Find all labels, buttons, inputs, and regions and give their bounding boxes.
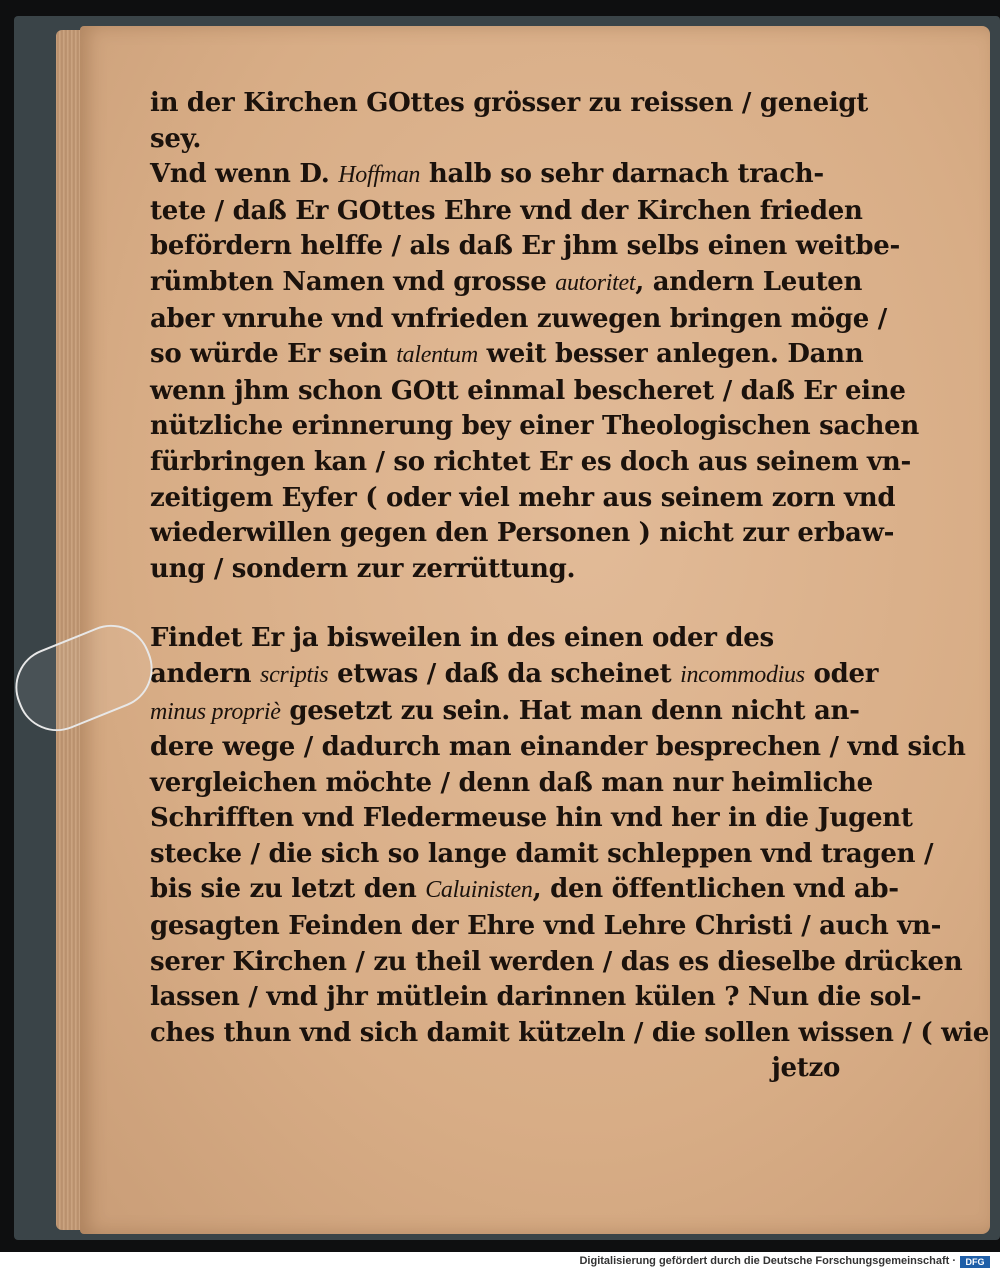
dfg-logo-icon: DFG <box>960 1256 990 1268</box>
italic-run: Hoffman <box>338 162 421 189</box>
text-run: etwas / daß da scheinet <box>328 658 681 689</box>
italic-run: scriptis <box>260 661 329 688</box>
text-line <box>150 157 850 194</box>
text-run: zeitigem Eyfer ( oder viel mehr aus seinem zorn vnd <box>150 482 896 513</box>
paragraph-2 <box>150 621 989 1051</box>
text-run: andern <box>150 658 261 689</box>
text-line <box>150 229 901 265</box>
text-run: oder <box>804 658 879 689</box>
italic-run: Caluinisten <box>425 877 533 904</box>
text-line <box>150 194 863 230</box>
italic-run: autoritet <box>555 269 636 296</box>
text-run: fürbringen kan / so richtet Er es doch aus seinem vn- <box>150 446 911 477</box>
text-line <box>150 621 850 657</box>
text-run: nützliche erinnerung bey einer Theologischen sachen <box>150 411 920 442</box>
text-run: aber vnruhe vnd vnfrieden zuwegen bringen möge / <box>150 303 887 334</box>
text-line <box>150 122 850 158</box>
text-line <box>150 801 913 837</box>
text-line <box>150 945 963 981</box>
text-run: befördern helffe / als daß Er jhm selbs einen weitbe- <box>150 231 901 262</box>
text-line <box>150 909 942 945</box>
text-run: serer Kirchen / zu theil werden / das es dieselbe drücken <box>150 946 963 977</box>
text-run: vergleichen möchte / denn daß man nur heimliche <box>150 767 873 798</box>
paragraph-1 <box>150 86 920 587</box>
text-line <box>150 837 934 873</box>
text-line <box>150 265 863 302</box>
text-line <box>150 374 906 410</box>
text-run: ung / sondern zur zerrüttung. <box>150 553 576 584</box>
text-run: tete / daß Er GOttes Ehre vnd der Kirchen frieden <box>150 195 863 226</box>
text-run: dere wege / dadurch man einander besprechen / vnd sich <box>150 732 966 763</box>
text-line <box>150 302 887 338</box>
italic-run: minus propriè <box>150 698 281 725</box>
text-run: ches thun vnd sich damit kützeln / die sollen wissen / ( wie <box>150 1017 989 1048</box>
italic-run: incommodius <box>680 661 805 688</box>
italic-run: talentum <box>396 342 478 369</box>
text-line <box>150 766 873 802</box>
text-run: sey. <box>150 123 202 154</box>
text-run: lassen / vnd jhr mütlein darinnen külen ? Nun die sol- <box>150 982 922 1013</box>
text-run: wenn jhm schon GOtt einmal bescheret / daß Er eine <box>150 375 906 406</box>
footer-bar <box>0 1252 1000 1272</box>
text-run: Vnd wenn D. <box>150 159 339 190</box>
text-run: stecke / die sich so lange damit schleppen vnd tragen / <box>150 838 934 869</box>
text-line <box>150 86 868 122</box>
text-run: Findet Er ja bisweilen in des einen oder des <box>150 623 774 654</box>
text-run: , den öffentlichen vnd ab- <box>532 874 899 905</box>
text-run: rümbten Namen vnd grosse <box>150 266 556 297</box>
text-run: so würde Er sein <box>150 339 397 370</box>
text-line <box>150 980 922 1016</box>
text-line <box>150 730 966 766</box>
text-run: gesagten Feinden der Ehre vnd Lehre Christi / auch vn- <box>150 911 942 942</box>
page-text <box>150 86 989 1087</box>
funding-credit: Digitalisierung gefördert durch die Deutsche Forschungsgemeinschaft · <box>579 1255 956 1267</box>
text-run: halb so sehr darnach trach- <box>420 159 824 190</box>
text-run: wiederwillen gegen den Personen ) nicht zur erbaw- <box>150 518 895 549</box>
text-line <box>150 516 895 552</box>
text-line <box>150 1016 989 1052</box>
text-run: Schrifften vnd Fledermeuse hin vnd her in die Jugent <box>150 803 913 834</box>
text-run: gesetzt zu sein. Hat man denn nicht an- <box>280 695 860 726</box>
text-line <box>150 409 920 445</box>
text-line <box>150 445 911 481</box>
text-line <box>150 337 864 374</box>
catchword: jetzo <box>771 1053 840 1084</box>
text-run: in der Kirchen GOttes grösser zu reissen / geneigt <box>150 88 868 118</box>
text-run: weit besser anlegen. Dann <box>477 339 864 370</box>
text-line <box>150 481 896 517</box>
text-run: , andern Leuten <box>635 266 863 297</box>
text-run: bis sie zu letzt den <box>150 874 426 905</box>
text-line <box>150 552 850 588</box>
text-line <box>150 872 899 909</box>
text-line <box>150 694 860 731</box>
text-line <box>150 657 879 694</box>
